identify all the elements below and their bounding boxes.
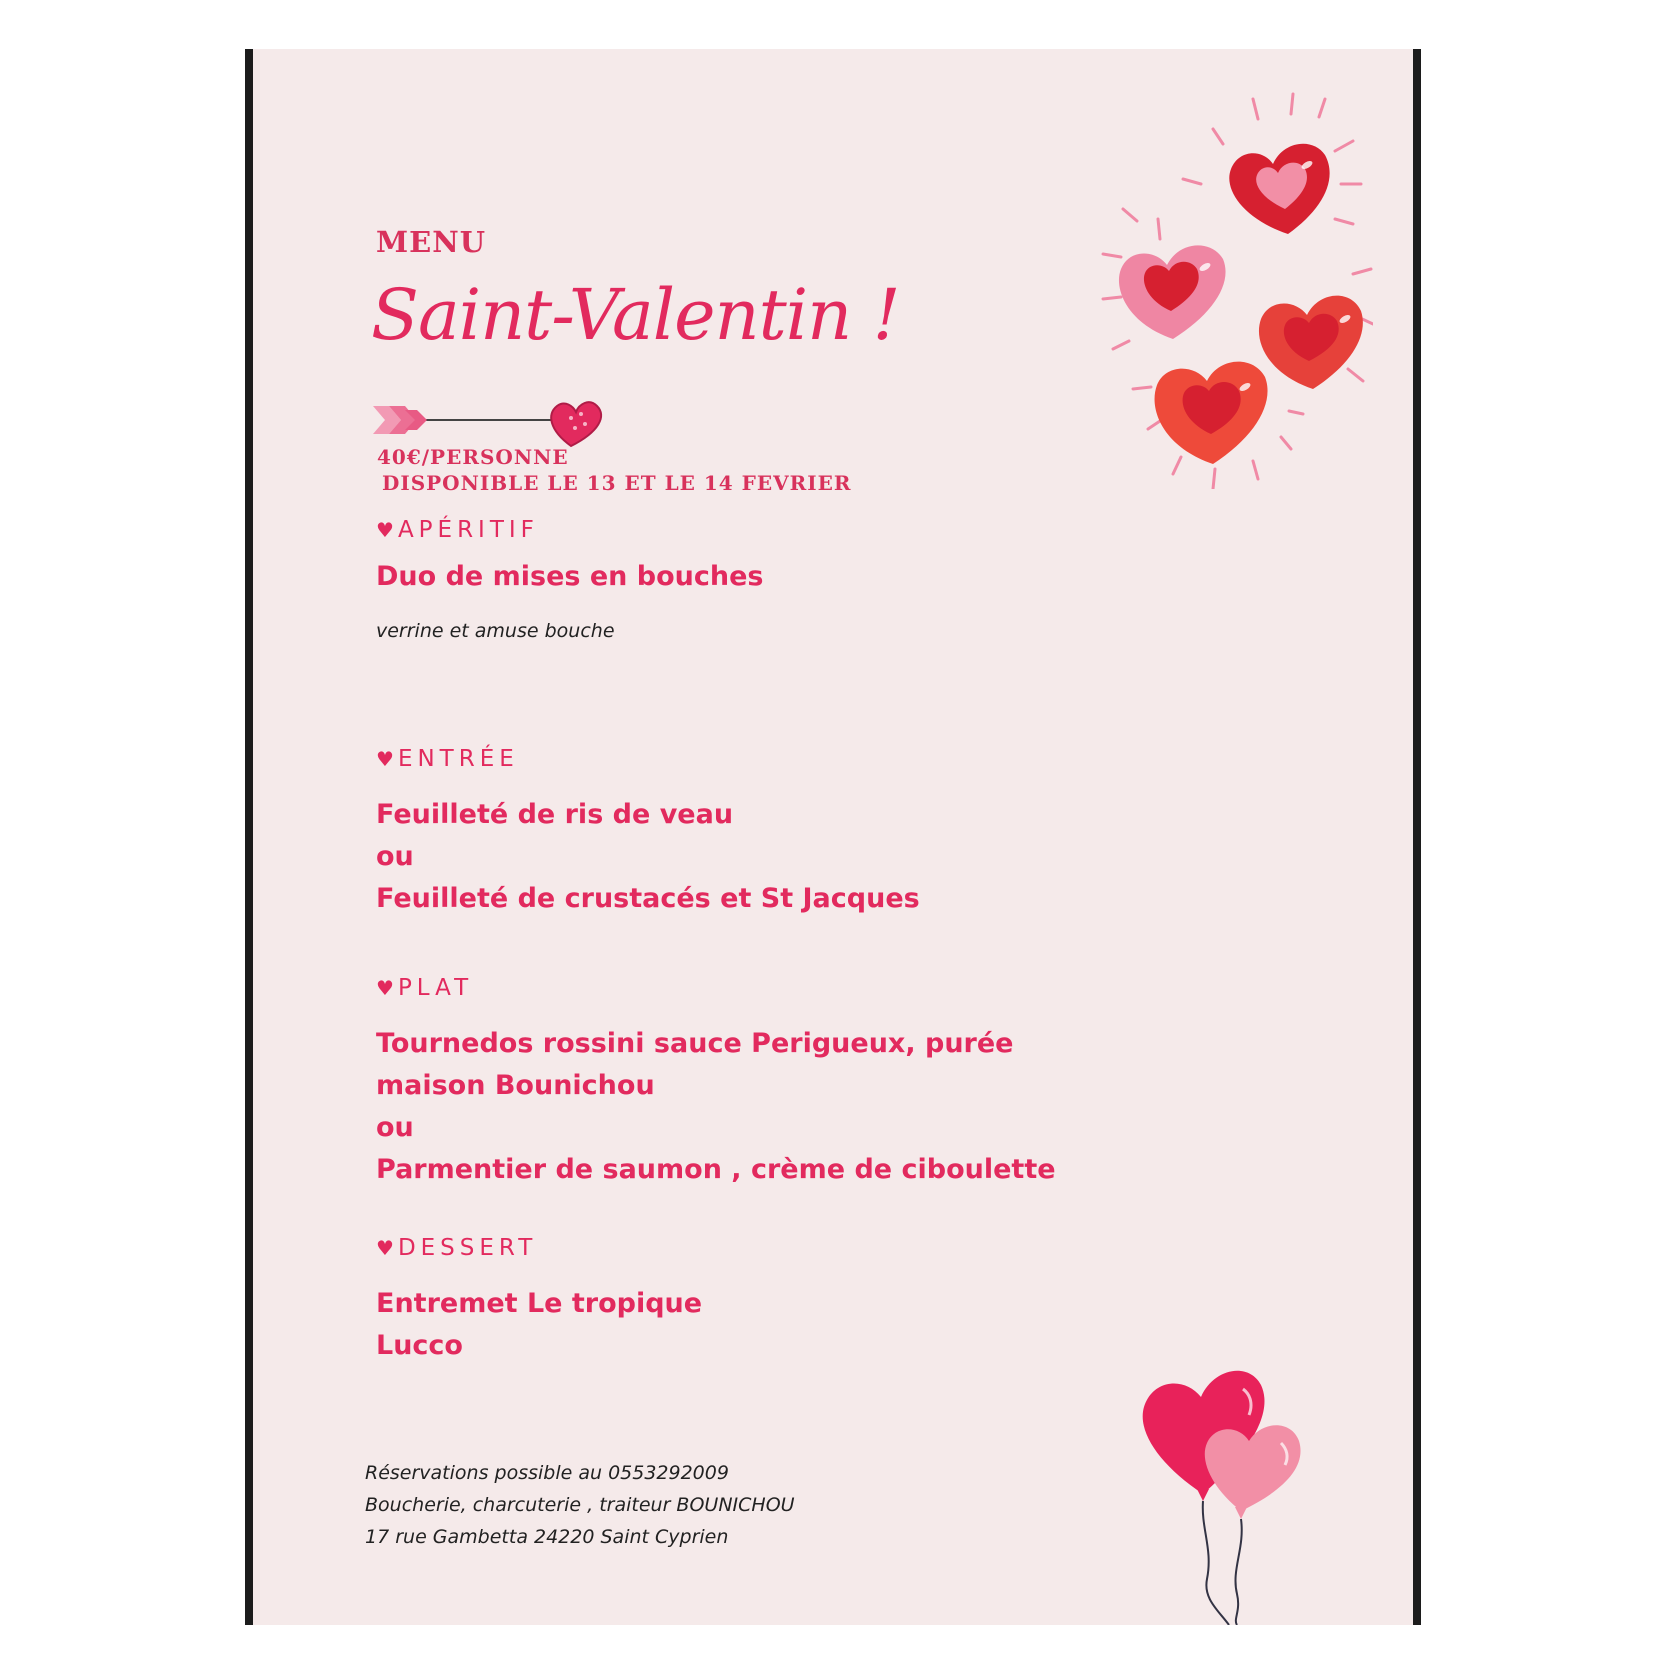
address-text: 17 rue Gambetta 24220 Saint Cyprien <box>365 1526 729 1548</box>
section-heading-dessert <box>376 1235 537 1261</box>
dish-list-aperitif <box>376 556 764 598</box>
dish-list-entree <box>376 794 920 920</box>
dish-line: Entremet Le tropique <box>376 1288 703 1319</box>
section-heading-plat <box>376 975 473 1001</box>
dish-line: Parmentier de saumon , crème de ciboulette <box>376 1154 1056 1185</box>
footer-contact <box>365 1457 795 1553</box>
arrow-heart-icon <box>371 384 611 454</box>
section-heading-label: ENTRÉE <box>397 746 519 772</box>
dish-line: ou <box>376 1112 414 1143</box>
dish-line: Lucco <box>376 1330 463 1361</box>
dish-line: Feuilleté de crustacés et St Jacques <box>376 883 920 914</box>
section-heading-label: PLAT <box>397 975 474 1001</box>
section-heading-label: APÉRITIF <box>397 517 539 543</box>
page-title: Saint-Valentin ! <box>371 274 900 356</box>
heart-icon: ♥ <box>376 747 394 771</box>
section-heading-aperitif <box>376 517 539 543</box>
dish-line: maison Bounichou <box>376 1070 655 1101</box>
dish-line: Feuilleté de ris de veau <box>376 799 734 830</box>
heart-icon: ♥ <box>376 976 394 1000</box>
heart-icon: ♥ <box>376 1236 394 1260</box>
dish-list-plat <box>376 1023 1056 1191</box>
section-heading-entree <box>376 746 519 772</box>
menu-page <box>245 49 1421 1625</box>
menu-label: MENU <box>376 225 487 259</box>
dish-line: Duo de mises en bouches <box>376 561 764 592</box>
shop-text: Boucherie, charcuterie , traiteur BOUNICHOU <box>365 1494 795 1516</box>
dish-line: ou <box>376 841 414 872</box>
dish-line: Tournedos rossini sauce Perigueux, purée <box>376 1028 1014 1059</box>
dish-description: verrine et amuse bouche <box>376 620 615 642</box>
heart-balloons-icon <box>1133 1349 1333 1625</box>
section-heading-label: DESSERT <box>397 1235 538 1261</box>
reservation-text: Réservations possible au 0553292009 <box>365 1462 729 1484</box>
dish-list-dessert <box>376 1283 702 1367</box>
hearts-cluster-icon <box>1063 69 1373 489</box>
price: 40€/PERSONNE <box>377 445 569 469</box>
availability: DISPONIBLE LE 13 ET LE 14 FEVRIER <box>382 471 852 495</box>
heart-icon: ♥ <box>376 518 394 542</box>
